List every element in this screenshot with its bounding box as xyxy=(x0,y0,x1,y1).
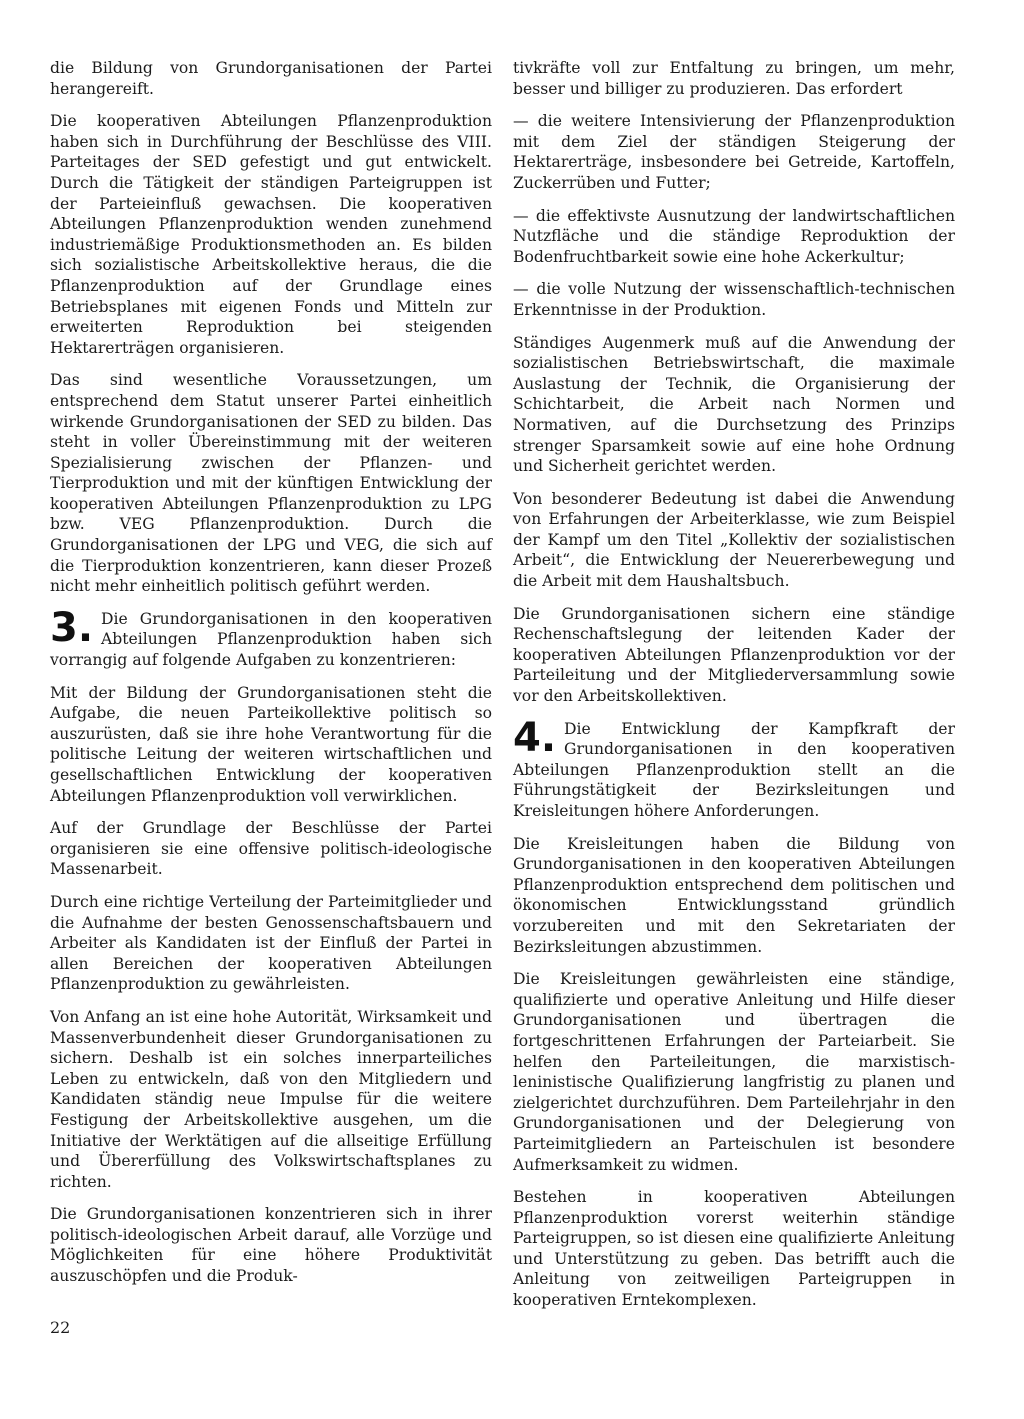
paragraph: Bestehen in kooperativen Abteilungen Pflanzenproduktion vorerst weiterhin ständige Parteigruppen, so ist diesen eine qualifizierte Anleitung und Unterstützung zu geben. Das betrifft auch die Anleitung von zeitweiligen Parteigruppen in kooperativen Erntekomplexen. xyxy=(513,1188,955,1310)
paragraph: Mit der Bildung der Grundorganisationen steht die Aufgabe, die neuen Parteikollektive politisch so auszurüsten, daß sie ihre hohe Verantwortung für die politische Leitung der weiteren wirtschaftlichen und gesellschaftlichen Entwicklung der kooperativen Abteilungen Pflanzenproduktion voll verwirklichen. xyxy=(50,683,492,805)
paragraph: Die kooperativen Abteilungen Pflanzenproduktion haben sich in Durchführung der Beschlüsse des VIII. Parteitages der SED gefestigt und gut entwickelt. Durch die Tätigkeit der ständigen Parteigruppen ist der Parteieinfluß gewachsen. Die kooperativen Abteilungen Pflanzenproduktion wenden zunehmend industriemäßige Produktionsmethoden an. Es bilden sich sozialistische Arbeitskollektive heraus, die die Pflanzenproduktion auf der Grundlage eines Betriebsplanes mit eigenen Fonds und Mitteln zur erweiterten Reproduktion bei steigenden Hektarerträgen organisieren. xyxy=(50,112,492,357)
section-3 xyxy=(50,604,492,671)
paragraph: Von Anfang an ist eine hohe Autorität, Wirksamkeit und Massenverbundenheit dieser Grundorganisationen zu sichern. Deshalb ist ein solches innerparteiliches Leben zu entwickeln, daß von den Mitgliedern und Kandidaten ständig neue Impulse für die weitere Festigung der Arbeitskollektive ausgehen, um die Initiative der Werktätigen auf die allseitige Erfüllung und Übererfüllung des Volkswirtschaftsplanes zu richten. xyxy=(50,1007,493,1191)
paragraph: Die Kreisleitungen gewährleisten eine ständige, qualifizierte und operative Anleitung und Hilfe dieser Grundorganisationen und übertragen die fortgeschrittenen Erfahrungen der Parteiarbeit. Sie helfen den Parteileitungen, die marxistisch-leninistische Qualifizierung langfristig zu planen und zielgerichtet durchzuführen. Dem Parteilehrjahr in den Grundorganisationen und der Delegierung von Parteimitgliedern an Parteischulen ist besondere Aufmerksamkeit zu widmen. xyxy=(513,970,955,1174)
paragraph: Durch eine richtige Verteilung der Parteimitglieder und die Aufnahme der besten Genossenschaftsbauern und Arbeiter als Kandidaten ist der Einfluß der Partei in allen Bereichen der kooperativen Abteilungen Pflanzenproduktion zu gewährleisten. xyxy=(50,892,492,994)
section-number: 4. xyxy=(513,714,557,761)
paragraph: Die Grundorganisationen konzentrieren sich in ihrer politisch-ideologischen Arbeit darauf, alle Vorzüge und Möglichkeiten für eine höhere Produktivität auszuschöpfen und die Produk- xyxy=(50,1205,492,1286)
list-item: — die weitere Intensivierung der Pflanzenproduktion mit dem Ziel der ständigen Steigerung der Hektarerträge, insbesondere bei Getreide, Kartoffeln, Zuckerrüben und Futter; xyxy=(513,112,955,192)
paragraph: Die Kreisleitungen haben die Bildung von Grundorganisationen in den kooperativen Abteilungen Pflanzenproduktion entsprechend dem politischen und ökonomischen Entwicklungsstand gründlich vorzubereiten und mit den Sekretariaten der Bezirksleitungen abzustimmen. xyxy=(513,834,955,956)
section-number: 3. xyxy=(50,604,94,651)
paragraph: Die Grundorganisationen sichern eine ständige Rechenschaftslegung der leitenden Kader der kooperativen Abteilungen Pflanzenproduktion vor der Parteileitung und der Mitgliederversammlung sowie vor den Arbeitskollektiven. xyxy=(513,604,955,706)
page-number: 22 xyxy=(50,1318,71,1337)
paragraph: Ständiges Augenmerk muß auf die Anwendung der sozialistischen Betriebswirtschaft, die maximale Auslastung der Technik, die Organisierung der Schichtarbeit, die Arbeit nach Normen und Normativen, auf die Durchsetzung des Prinzips strenger Sparsamkeit sowie auf eine hohe Ordnung und Sicherheit gerichtet werden. xyxy=(513,333,955,476)
section-4 xyxy=(513,714,955,822)
section-intro: Die Entwicklung der Kampfkraft der Grundorganisationen in den kooperativen Abteilungen Pflanzenproduktion stellt an die Führungstätigkeit der Bezirksleitungen und Kreisleitungen höhere Anforderungen. xyxy=(513,719,955,820)
list-item: — die effektivste Ausnutzung der landwirtschaftlichen Nutzfläche und die ständige Reproduktion der Bodenfruchtbarkeit sowie eine hohe Ackerkultur; xyxy=(513,206,955,266)
paragraph: Auf der Grundlage der Beschlüsse der Partei organisieren sie eine offensive politisch-ideologische Massenarbeit. xyxy=(50,819,492,879)
right-column xyxy=(513,58,955,1323)
left-column xyxy=(50,58,492,1299)
section-intro: Die Grundorganisationen in den kooperativen Abteilungen Pflanzenproduktion haben sich vorrangig auf folgende Aufgaben zu konzentrieren: xyxy=(50,609,492,670)
paragraph: tivkräfte voll zur Entfaltung zu bringen, um mehr, besser und billiger zu produzieren. Das erfordert xyxy=(513,59,955,98)
paragraph: Das sind wesentliche Voraussetzungen, um entsprechend dem Statut unserer Partei einheitlich wirkende Grundorganisationen der SED zu bilden. Das steht in voller Übereinstimmung mit der weiteren Spezialisierung zwischen der Pflanzen- und Tierproduktion und mit der künftigen Entwicklung der kooperativen Abteilungen Pflanzenproduktion zu LPG bzw. VEG Pflanzenproduktion. Durch die Grundorganisationen der LPG und VEG, die sich auf die Tierproduktion konzentrieren, kann dieser Prozeß nicht mehr einheitlich politisch geführt werden. xyxy=(50,371,492,596)
list-item: — die volle Nutzung der wissenschaftlich-technischen Erkenntnisse in der Produktion. xyxy=(513,280,955,319)
paragraph: Von besonderer Bedeutung ist dabei die Anwendung von Erfahrungen der Arbeiterklasse, wie zum Beispiel der Kampf um den Titel „Kollektiv der sozialistischen Arbeit“, die Entwicklung der Neuererbewegung und die Arbeit mit dem Haushaltsbuch. xyxy=(513,489,955,591)
paragraph: die Bildung von Grundorganisationen der Partei herangereift. xyxy=(50,59,492,98)
